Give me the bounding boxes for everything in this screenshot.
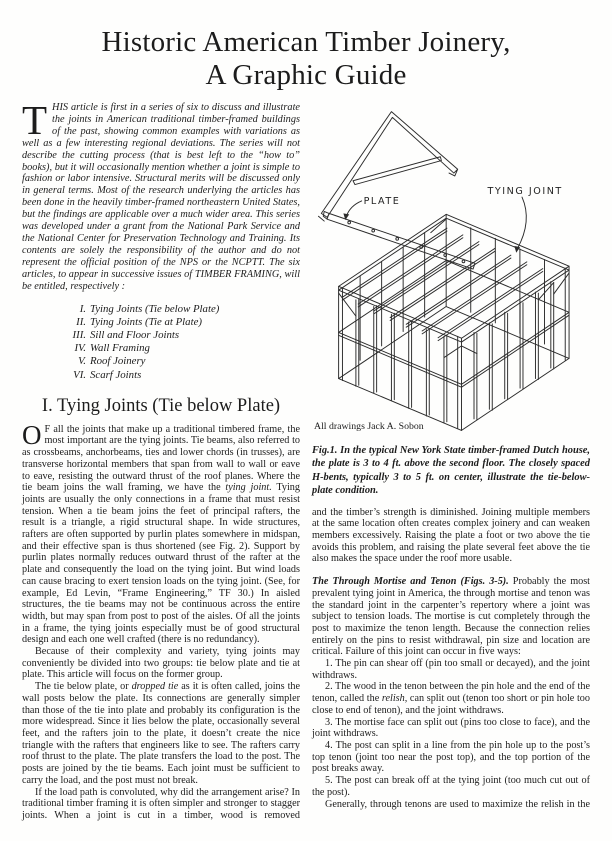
series-item (62, 369, 300, 382)
corner-posts (339, 214, 569, 430)
paragraph-timber-strength: and the timber’s strength is diminished. Joining multiple members at the same location often creates complex joinery and can weaken members excessively. Raising the plate a foot or two above the tie avoids this problem, and raising the plate several feet above the tie also makes the space under the roof more usable. (312, 506, 590, 565)
intro-paragraph (22, 97, 300, 293)
series-label: Scarf Joints (90, 368, 142, 381)
series-label: Roof Joinery (90, 355, 146, 368)
italic-term-dropped-tie: dropped tie (131, 681, 179, 693)
series-numeral: II. (76, 315, 86, 328)
series-item (62, 303, 300, 316)
body-text: F all the joints that make up a traditional timbered frame, the most important are the tying joints. Tie beams, also referred to as crossbeams, anchorbeams, ties and lower chords (in trusses), are transverse horizontal members that span from wall to wall or eave to eave, resisting the outward thrust of the roof planes. Where the tie beam joins the wall framing, we have the (22, 423, 300, 494)
series-numeral: III. (72, 328, 86, 341)
italic-term-relish: relish, (381, 693, 408, 705)
body-text: The tie below plate, or (35, 681, 132, 693)
failure-item-1: 1. The pin can shear off (pin too small or decayed), and the joint withdraws. (312, 658, 590, 681)
drawing-credit: All drawings Jack A. Sobon (314, 421, 424, 432)
drop-cap-o: O (22, 419, 42, 450)
series-numeral: IV. (74, 342, 86, 355)
series-label: Sill and Floor Joints (90, 328, 180, 341)
body-text: Tying joints are usually the only connections in a frame that must resist tension. When a tie beam joins the feet of principal rafters, the result is a triangle, a rigid structural shape. In wide structures, rafters are often supported by purlin plates somewhere in midspan, and their effective span is thus shortened (see Fig. 2). Support by purlin plates normally reduces outward thrust of the rafter at the plate and consequently the load on the tying joint. But wind loads can cause bracing to exert tension loads on the tying joint. (See, for example, Ed Levin, “Frame Engineering,” TF 30.) In aisled structures, the tie beams may not be continuous across the entire width, but may span from post to post of the aisles. Of all the joints in a frame, the tying joints especially must be of good structural design and each one well crafted (there is no redundancy). (22, 482, 300, 646)
series-list (62, 303, 300, 382)
figure-1 (312, 102, 590, 440)
body-text: 2. The wood in the tenon between the pin hole and the end of the tenon, called the (312, 681, 590, 705)
series-item (62, 355, 300, 368)
series-numeral: VI. (73, 368, 86, 381)
tie-beam-joists (342, 228, 542, 340)
intro-text: HIS article is first in a series of six to discuss and illustrate the joints in American traditional timber-framed buildings of the past, showing common examples with variations as well as a few interesting regional deviations. The series will not describe the cutting process (that is best left to the “how to” books), but it will occasionally mention whether a joint is simple to fashion or labor intensive. Structural merits will be discussed only in general terms. Most of the research underlying the articles has been done in the heavily timber-framed northeastern United States, but the findings are applicable over a much wider area. This series was developed under a grant from the National Park Service and the National Center for Preservation Technology and Training. Its contents are solely the responsibility of the author and do not represent the official position of the NPS or the NCPTT. The six articles, to appear in successive issues of TIMBER FRAMING, will be entitled, respectively : (22, 102, 300, 292)
paragraph-closing: Generally, through tenons are used to maximize the relish in the (325, 798, 590, 810)
failure-item-4: 4. The post can split in a line from the pin hole up to the post’s top tenon (joint too near the post top), and the top portion of the post breaks away. (312, 739, 590, 775)
body-text: can split out (tenon too short or pin hole too close to end of tenon), and the joint withdraws. (312, 693, 590, 716)
page-title-line2: A Graphic Guide (205, 59, 407, 91)
body-text: as it is often called, joins the wall posts below the plate. Its connections are generally simpler than those of the tie into plate and probably its configuration is the more widespread. Since it lies below the plate, occasionally several feet, and the rafters join to the plate, it doesn’t create the nice triangle with the rafters that engineers like to see. The rafters carry roof thrust to the plate. The plate transfers the load to the post. The posts are joined by the tie beams. Each joint must be sufficient to carry the load, and the post must not break. (22, 681, 301, 786)
figure-caption: Fig.1. In the typical New York State timber-framed Dutch house, the plate is 3 to 4 ft. above the second floor. The closely spaced H-bents, typically 3 to 5 ft. on center, illustrate the tie-below-plate condition. (312, 445, 590, 497)
failure-item-3: 3. The mortise face can split out (pins too close to face), and the joint withdraws. (312, 716, 590, 740)
mortise-heading: The Through Mortise and Tenon (Figs. 3-5). (312, 576, 509, 588)
plate-label: PLATE (363, 195, 401, 207)
plate-beam-lines (323, 211, 475, 269)
tying-joint-callout-arrow (517, 197, 526, 249)
series-label: Tying Joints (Tie at Plate) (90, 315, 202, 328)
paragraph-tying-joints-1 (22, 419, 300, 646)
plate-callout-arrow (346, 201, 361, 216)
right-wall-studs (474, 282, 554, 420)
paragraph-load-path: If the load path is convoluted, why did the arrangement arise? In traditional timber framing it is often simpler and stronger to stagger joints. When a joint is cut in a timber, wood is removed (22, 786, 300, 821)
series-numeral: I. (79, 302, 86, 315)
series-label: Wall Framing (90, 342, 150, 355)
series-item (62, 329, 300, 342)
two-column-layout (0, 97, 612, 822)
paragraph-through-mortise (312, 576, 590, 658)
series-label: Tying Joints (Tie below Plate) (90, 302, 220, 315)
series-item (62, 316, 300, 329)
series-item (62, 342, 300, 355)
italic-term-tying-joint: tying joint. (225, 482, 272, 494)
page-title-line1: Historic American Timber Joinery, (101, 26, 511, 58)
frame-plates-sills (339, 214, 569, 430)
timber-frame-drawing (312, 102, 588, 440)
tying-joint-label: TYING JOINT (487, 186, 563, 198)
drop-cap-t: T (22, 97, 48, 143)
corner-braces (339, 219, 569, 357)
left-wall-studs (356, 299, 447, 423)
failure-item-2 (312, 681, 590, 716)
paragraph-tying-joints-2: Because of their complexity and variety, tying joints may conveniently be divided into two groups: tie below plate and tie at plate. This article will focus on the former group. (22, 646, 300, 681)
series-numeral: V. (78, 355, 86, 368)
section-heading: I. Tying Joints (Tie below Plate) (41, 395, 281, 416)
paragraph-tie-below-plate (22, 681, 300, 786)
body-text: Probably the most prevalent tying joint in America, the through mortise and tenon was the standard joint in the carpenter’s repertory where a joint was subject to tension loads. The mortise is cut completely through the post to maximize the tenon length. Because the connection relies entirely on the pins to resist withdrawal, pin size and location are critical. Failure of this joint can occur in five ways: (312, 576, 591, 658)
right-column (312, 102, 590, 822)
plate-pin-holes (348, 221, 465, 263)
page-title (18, 26, 594, 92)
failure-item-5: 5. The post can break off at the tying joint (too much cut out of the post). (312, 775, 590, 798)
left-column (22, 97, 301, 822)
